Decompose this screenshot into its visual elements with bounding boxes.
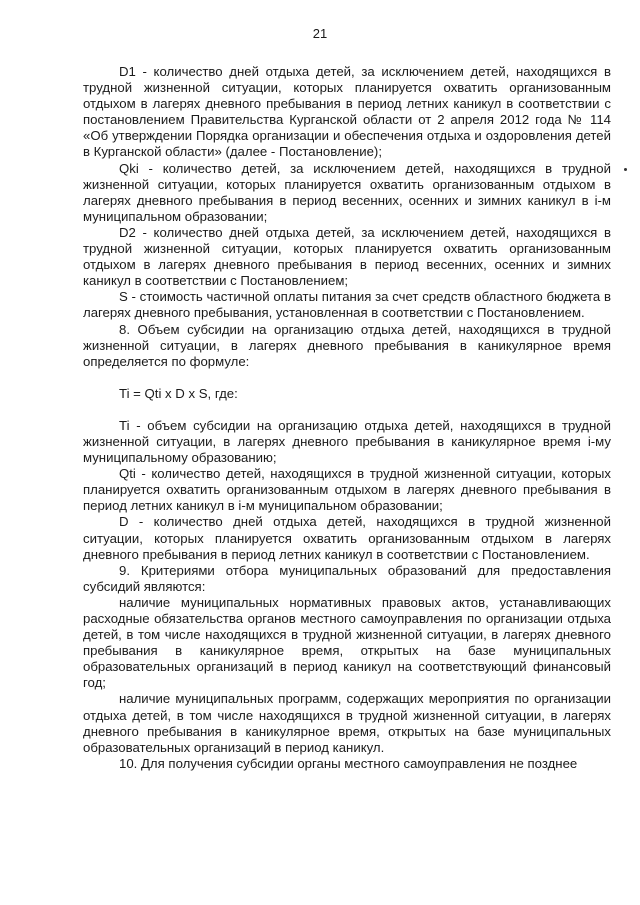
paragraph-criterion-acts: наличие муниципальных нормативных правовых актов, устанавливающих расходные обязательства органов местного самоуправления по организации отдыха детей, в том числе находящихся в трудной жизненной ситуации, в лагерях дневного пребывания в каникулярное время, открытых на базе муниципальных образовательных организаций в период каникул на соответствующий финансовый год; bbox=[83, 594, 611, 691]
paragraph-item-10: 10. Для получения субсидии органы местного самоуправления не позднее bbox=[119, 755, 578, 771]
paragraph-ti: Ti - объем субсидии на организацию отдыха детей, находящихся в трудной жизненной ситуации, в лагерях дневного пребывания в каникулярное время i-му муниципальному образованию; bbox=[83, 417, 611, 466]
paragraph-d: D - количество дней отдыха детей, находящихся в трудной жизненной ситуации, которых планируется охватить организованным отдыхом в лагерях дневного пребывания в период летних каникул в соответствии с Постановлением. bbox=[83, 514, 611, 562]
scan-speck bbox=[624, 168, 627, 171]
paragraph-d1: D1 - количество дней отдыха детей, за исключением детей, находящихся в трудной жизненной ситуации, которых планируется охватить организованным отдыхом в лагерях дневного пребывания в период летних каникул в соответствии с постановлением Правительства Курганской области от 2 апреля 2012 года № 114 «Об утверждении Порядка организации и обеспечения отдыха и оздоровления детей в Курганской области» (далее - Постановление); bbox=[83, 64, 611, 160]
paragraph-d2: D2 - количество дней отдыха детей, за исключением детей, находящихся в трудной жизненной ситуации, которых планируется охватить организованным отдыхом в лагерях дневного пребывания в период весенних, осенних и зимних каникул в соответствии с Постановлением; bbox=[83, 224, 611, 289]
paragraph-s: S - стоимость частичной оплаты питания за счет средств областного бюджета в лагерях дневного пребывания, установленная в соответствии с Постановлением. bbox=[83, 289, 611, 321]
formula: Ti = Qti x D x S, где: bbox=[119, 385, 238, 401]
paragraph-criterion-programs: наличие муниципальных программ, содержащих мероприятия по организации отдыха детей, в том числе находящихся в трудной жизненной ситуации, в лагерях дневного пребывания в каникулярное время, открытых на базе муниципальных образовательных организаций в период каникул. bbox=[83, 691, 611, 755]
document-body bbox=[83, 64, 611, 772]
paragraph-qti: Qti - количество детей, находящихся в трудной жизненной ситуации, которых планируется охватить организованным отдыхом в лагерях дневного пребывания в период летних каникул в i-м муниципальном образовании; bbox=[83, 466, 611, 514]
paragraph-item-8: 8. Объем субсидии на организацию отдыха детей, находящихся в трудной жизненной ситуации, в лагерях дневного пребывания в каникулярное время определяется по формуле: bbox=[83, 321, 611, 369]
paragraph-item-9: 9. Критериями отбора муниципальных образований для предоставления субсидий являются: bbox=[83, 562, 611, 594]
page-number: 21 bbox=[312, 26, 328, 41]
paragraph-qki: Qki - количество детей, за исключением детей, находящихся в трудной жизненной ситуации, которых планируется охватить организованным отдыхом в лагерях дневного пребывания в период весенних, осенних и зимних каникул в i-м муниципальном образовании; bbox=[83, 160, 611, 224]
